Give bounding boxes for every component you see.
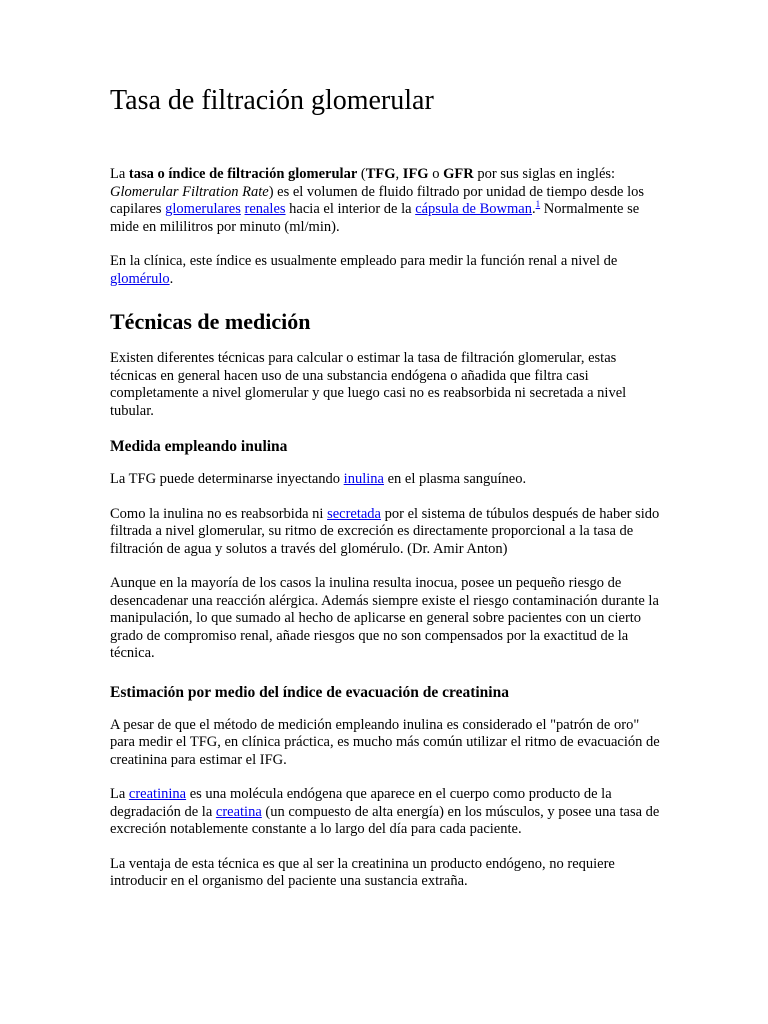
document-page xyxy=(110,84,660,908)
inulina-paragraph-3: Aunque en la mayoría de los casos la inulina resulta inocua, posee un pequeño riesgo de desencadenar una reacción alérgica. Además siempre existe el riesgo contaminación durante la manipulación, lo que sumado al hecho de aplicarse en general sobre pacientes con un cierto grado de compromiso renal, añade riesgos que no son compensados por la exactitud de la técnica. xyxy=(110,575,659,661)
intro-text: por sus siglas en inglés: xyxy=(473,166,616,182)
acronym-ifg: IFG xyxy=(402,166,429,182)
tecnicas-paragraph: Existen diferentes técnicas para calcular o estimar la tasa de filtración glomerular, estas técnicas en general hacen uso de una substancia endógena o añadida que filtra casi completamente a nivel glomerular y que luego casi no es reabsorbida ni secretada a nivel tubular. xyxy=(110,350,627,419)
intro-paragraph xyxy=(110,166,660,236)
inulina-text: Como la inulina no es reabsorbida ni xyxy=(110,505,328,522)
acronym-tfg: TFG xyxy=(365,166,396,182)
link-glomerulo[interactable]: glomérulo xyxy=(110,270,170,287)
intro-text: . xyxy=(531,201,536,217)
subsection-heading-inulina: Medida empleando inulina xyxy=(110,438,288,455)
creatinina-paragraph-2 xyxy=(110,786,660,839)
inulina-text: en el plasma sanguíneo. xyxy=(383,471,527,487)
inulina-text: por el sistema de túbulos después de haber sido filtrada a nivel glomerular, su ritmo de excreción es directamente proporcional a la tasa de filtración de agua y solutos a través del glomérulo. (Dr. Amir Anton) xyxy=(110,505,660,557)
intro-text: o xyxy=(428,166,444,182)
inulina-paragraph-1 xyxy=(110,471,660,489)
page-title: Tasa de filtración glomerular xyxy=(110,85,434,116)
link-renales[interactable]: renales xyxy=(244,201,286,217)
reference-link-1[interactable]: 1 xyxy=(535,199,541,210)
link-secretada[interactable]: secretada xyxy=(327,505,381,522)
acronym-gfr: GFR xyxy=(443,166,474,182)
intro-text: La xyxy=(110,166,129,182)
clinic-text: . xyxy=(169,270,174,287)
intro-text: ( xyxy=(357,166,366,182)
intro-text: Normalmente se mide en mililitros por minuto (ml/min). xyxy=(110,201,640,235)
inulina-paragraph-2 xyxy=(110,506,660,559)
clinic-text: En la clínica, este índice es usualmente empleado para medir la función renal a nivel de xyxy=(110,253,618,269)
intro-term: tasa o índice de filtración glomerular xyxy=(128,166,358,182)
section-heading-tecnicas: Técnicas de medición xyxy=(110,309,311,334)
english-term: Glomerular Filtration Rate xyxy=(110,183,269,200)
inulina-text: La TFG puede determinarse inyectando xyxy=(110,471,344,487)
intro-text: , xyxy=(395,166,403,182)
subsection-heading-creatinina: Estimación por medio del índice de evacuación de creatinina xyxy=(110,683,509,701)
link-inulina[interactable]: inulina xyxy=(343,471,384,487)
clinic-paragraph xyxy=(110,253,660,288)
creatinina-paragraph-1: A pesar de que el método de medición empleando inulina es considerado el "patrón de oro" para medir el TFG, en clínica práctica, es mucho más común utilizar el ritmo de evacuación de creatinina para estimar el IFG. xyxy=(110,716,660,768)
creatinina-text: La xyxy=(110,786,129,802)
creatinina-text: es una molécula endógena que aparece en el cuerpo como producto de la degradación de la xyxy=(110,786,612,820)
creatinina-paragraph-3: La ventaja de esta técnica es que al ser la creatinina un producto endógeno, no requiere introducir en el organismo del paciente una sustancia extraña. xyxy=(110,855,615,889)
creatinina-text: (un compuesto de alta energía) en los músculos, y posee una tasa de excreción notablemente constante a lo largo del día para cada paciente. xyxy=(110,803,660,837)
link-creatinina[interactable]: creatinina xyxy=(128,786,187,802)
link-capsula-de-bowman[interactable]: cápsula de Bowman xyxy=(415,201,532,217)
link-glomerulares[interactable]: glomerulares xyxy=(165,201,241,217)
link-creatina[interactable]: creatina xyxy=(215,803,262,820)
intro-text: ) es el volumen de fluido filtrado por unidad de tiempo desde los capilares xyxy=(110,183,644,217)
intro-text: hacia el interior de la xyxy=(285,201,416,217)
